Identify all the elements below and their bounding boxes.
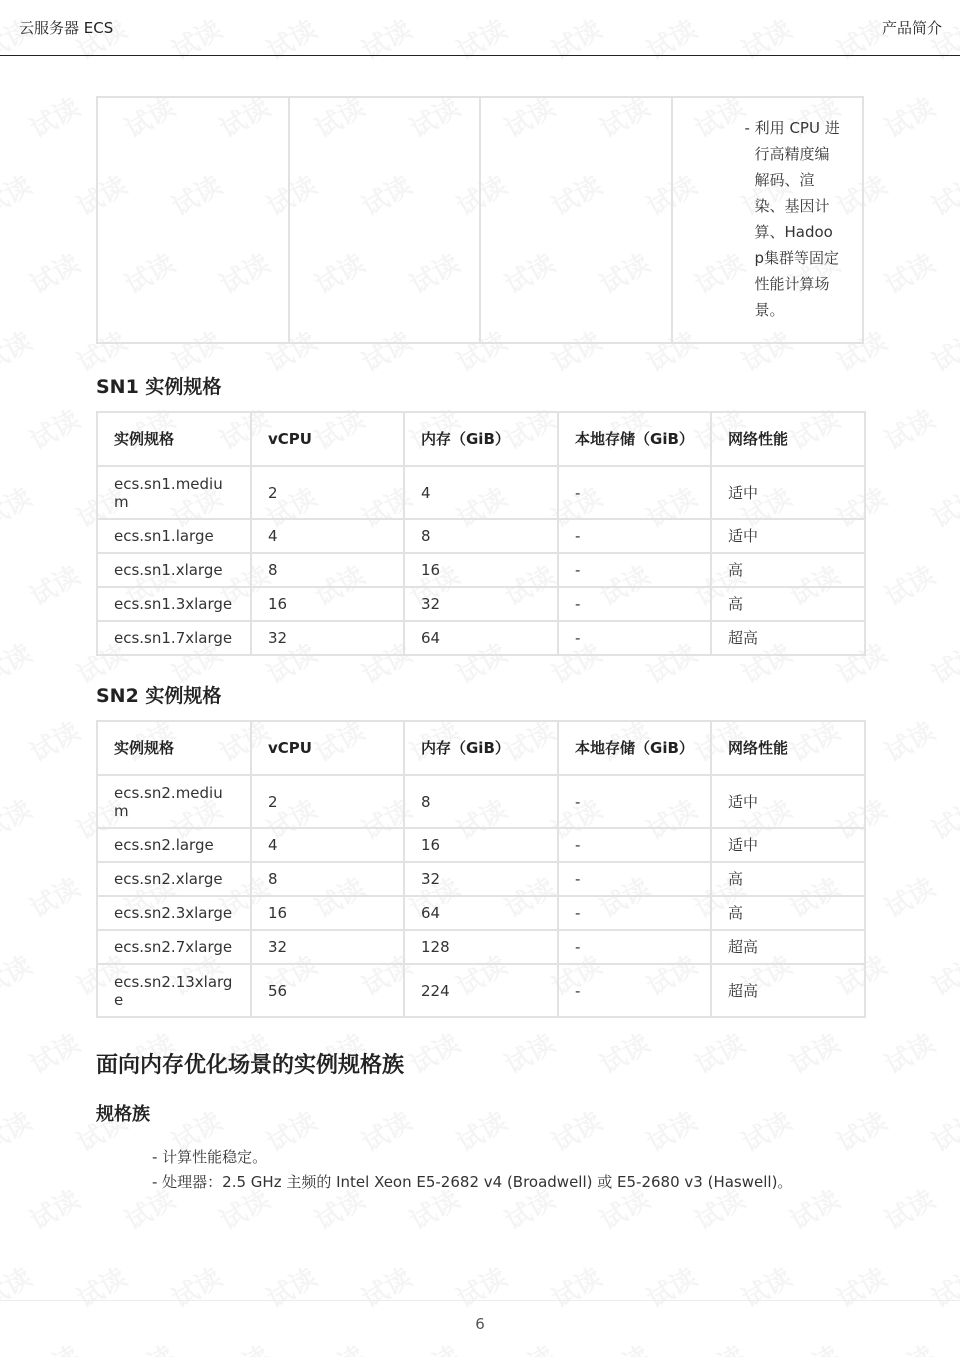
table-cell: - (558, 466, 711, 519)
table-cell: - (558, 896, 711, 930)
watermark-text (0, 1257, 38, 1315)
watermark-text (924, 165, 960, 223)
table-cell: 8 (404, 775, 558, 828)
watermark-text (782, 1023, 846, 1081)
column-header: 实例规格 (97, 412, 251, 466)
table-cell: 32 (404, 862, 558, 896)
table-header-row (97, 721, 865, 775)
watermark-text (924, 477, 960, 535)
sn1-spec-table (96, 411, 866, 656)
watermark-text (22, 243, 86, 301)
watermark-text (22, 1335, 86, 1357)
table-cell (97, 97, 289, 343)
watermark-text (877, 711, 941, 769)
watermark-text (497, 1335, 561, 1357)
watermark-text (22, 1023, 86, 1081)
watermark-text (164, 1257, 228, 1315)
table-cell: 224 (404, 964, 558, 1017)
table-cell: 4 (404, 466, 558, 519)
table-cell: 8 (404, 519, 558, 553)
table-cell: 8 (251, 553, 404, 587)
watermark-text (449, 1257, 513, 1315)
watermark-text (924, 945, 960, 1003)
table-cell: ecs.sn1.7xlarge (97, 621, 251, 655)
feature-item: - 计算性能稳定。 (152, 1148, 268, 1166)
table-row (97, 862, 865, 896)
table-cell: 32 (251, 621, 404, 655)
table-cell: ecs.sn2.7xlarge (97, 930, 251, 964)
feature-list (152, 1145, 792, 1195)
table-cell: ecs.sn1.xlarge (97, 553, 251, 587)
table-cell (672, 97, 864, 343)
table-cell: - (558, 553, 711, 587)
watermark-text (924, 1257, 960, 1315)
watermark-text (259, 1257, 323, 1315)
watermark-text (877, 1335, 941, 1357)
table-cell: 32 (404, 587, 558, 621)
table-cell (289, 97, 481, 343)
table-cell: 4 (251, 519, 404, 553)
table-cell: ecs.sn2.xlarge (97, 862, 251, 896)
watermark-text (117, 1335, 181, 1357)
table-cell: 16 (404, 553, 558, 587)
watermark-text (69, 1257, 133, 1315)
watermark-text (829, 1257, 893, 1315)
table-row (97, 466, 865, 519)
table-cell: 16 (404, 828, 558, 862)
watermark-text (22, 87, 86, 145)
table-row (97, 587, 865, 621)
watermark-text (22, 1179, 86, 1237)
feature-item: - 处理器：2.5 GHz 主频的 Intel Xeon E5-2682 v4 (Broadwell) 或 E5-2680 v3 (Haswell)。 (152, 1173, 793, 1191)
table-cell: 56 (251, 964, 404, 1017)
memory-section-title: 面向内存优化场景的实例规格族 (96, 1053, 405, 1078)
table-cell: ecs.sn1.large (97, 519, 251, 553)
table-cell: - (558, 587, 711, 621)
watermark-text (0, 321, 38, 379)
column-header: 本地存储（GiB） (558, 412, 711, 466)
table-cell: - (558, 964, 711, 1017)
column-header: 本地存储（GiB） (558, 721, 711, 775)
table-row (97, 519, 865, 553)
table-row (97, 621, 865, 655)
table-cell: 高 (711, 896, 865, 930)
scenario-note: - 利用 CPU 进行高精度编解码、渲染、基因计算、Hadoop集群等固定性能计算场景。 (744, 119, 840, 319)
table-row (97, 930, 865, 964)
watermark-text (829, 1101, 893, 1159)
watermark-text (687, 1335, 751, 1357)
watermark-text (544, 1257, 608, 1315)
table-cell: 适中 (711, 828, 865, 862)
watermark-text (0, 165, 38, 223)
table-cell: - (558, 862, 711, 896)
table-cell: - (558, 519, 711, 553)
table-cell: ecs.sn1.3xlarge (97, 587, 251, 621)
watermark-text (402, 1023, 466, 1081)
watermark-text (924, 789, 960, 847)
column-header: 网络性能 (711, 721, 865, 775)
table-cell: 超高 (711, 964, 865, 1017)
watermark-text (734, 1257, 798, 1315)
column-header: 实例规格 (97, 721, 251, 775)
watermark-text (0, 633, 38, 691)
table-header-row (97, 412, 865, 466)
sn2-spec-table (96, 720, 866, 1018)
watermark-text (877, 867, 941, 925)
watermark-text (924, 1101, 960, 1159)
table-cell: 2 (251, 775, 404, 828)
table-cell: 32 (251, 930, 404, 964)
watermark-text (497, 1023, 561, 1081)
footer-divider (0, 1300, 960, 1301)
table-cell: 16 (251, 896, 404, 930)
column-header: vCPU (251, 721, 404, 775)
table-cell: 高 (711, 587, 865, 621)
table-cell: 16 (251, 587, 404, 621)
table-cell: 适中 (711, 466, 865, 519)
column-header: 网络性能 (711, 412, 865, 466)
table-cell: ecs.sn2.3xlarge (97, 896, 251, 930)
watermark-text (307, 1335, 371, 1357)
table-cell: - (558, 930, 711, 964)
table-cell: 4 (251, 828, 404, 862)
column-header: vCPU (251, 412, 404, 466)
watermark-text (877, 1023, 941, 1081)
table-row (97, 828, 865, 862)
table-cell: 适中 (711, 775, 865, 828)
watermark-text (782, 1335, 846, 1357)
watermark-text (639, 1257, 703, 1315)
table-cell: 超高 (711, 930, 865, 964)
table-cell: 适中 (711, 519, 865, 553)
table-cell: 高 (711, 862, 865, 896)
watermark-text (924, 321, 960, 379)
table-cell: ecs.sn2.medium (97, 775, 251, 828)
watermark-text (22, 555, 86, 613)
watermark-text (22, 399, 86, 457)
table-cell: - (558, 621, 711, 655)
watermark-text (0, 1101, 38, 1159)
header-product-name: 云服务器 ECS (19, 19, 114, 37)
watermark-text (402, 1335, 466, 1357)
column-header: 内存（GiB） (404, 721, 558, 775)
watermark-text (877, 555, 941, 613)
watermark-text (22, 867, 86, 925)
watermark-text (877, 1179, 941, 1237)
sn2-section-title: SN2 实例规格 (96, 685, 222, 707)
watermark-text (877, 399, 941, 457)
table-row (97, 896, 865, 930)
watermark-text (0, 477, 38, 535)
table-cell: ecs.sn1.medium (97, 466, 251, 519)
header-section-name: 产品简介 (881, 19, 942, 37)
watermark-text (924, 633, 960, 691)
table-cell: 8 (251, 862, 404, 896)
table-row (97, 97, 863, 343)
table-cell: 2 (251, 466, 404, 519)
family-subtitle: 规格族 (96, 1104, 150, 1125)
watermark-text (877, 243, 941, 301)
page-header (0, 0, 960, 56)
table-cell: 64 (404, 896, 558, 930)
table-cell (480, 97, 672, 343)
watermark-text (0, 789, 38, 847)
table-cell: ecs.sn2.13xlarge (97, 964, 251, 1017)
watermark-text (592, 1335, 656, 1357)
table-cell: 超高 (711, 621, 865, 655)
table-cell: 64 (404, 621, 558, 655)
page-number: 6 (475, 1315, 485, 1333)
watermark-text (22, 711, 86, 769)
watermark-text (0, 945, 38, 1003)
watermark-text (354, 1257, 418, 1315)
table-row (97, 553, 865, 587)
watermark-text (877, 87, 941, 145)
table-cell: - (558, 828, 711, 862)
table-row (97, 964, 865, 1017)
table-row (97, 775, 865, 828)
watermark-text (212, 1335, 276, 1357)
sn1-section-title: SN1 实例规格 (96, 376, 222, 398)
watermark-text (687, 1023, 751, 1081)
continued-table (96, 96, 864, 344)
column-header: 内存（GiB） (404, 412, 558, 466)
table-cell: 128 (404, 930, 558, 964)
table-cell: - (558, 775, 711, 828)
watermark-text (592, 1023, 656, 1081)
table-cell: ecs.sn2.large (97, 828, 251, 862)
table-cell: 高 (711, 553, 865, 587)
